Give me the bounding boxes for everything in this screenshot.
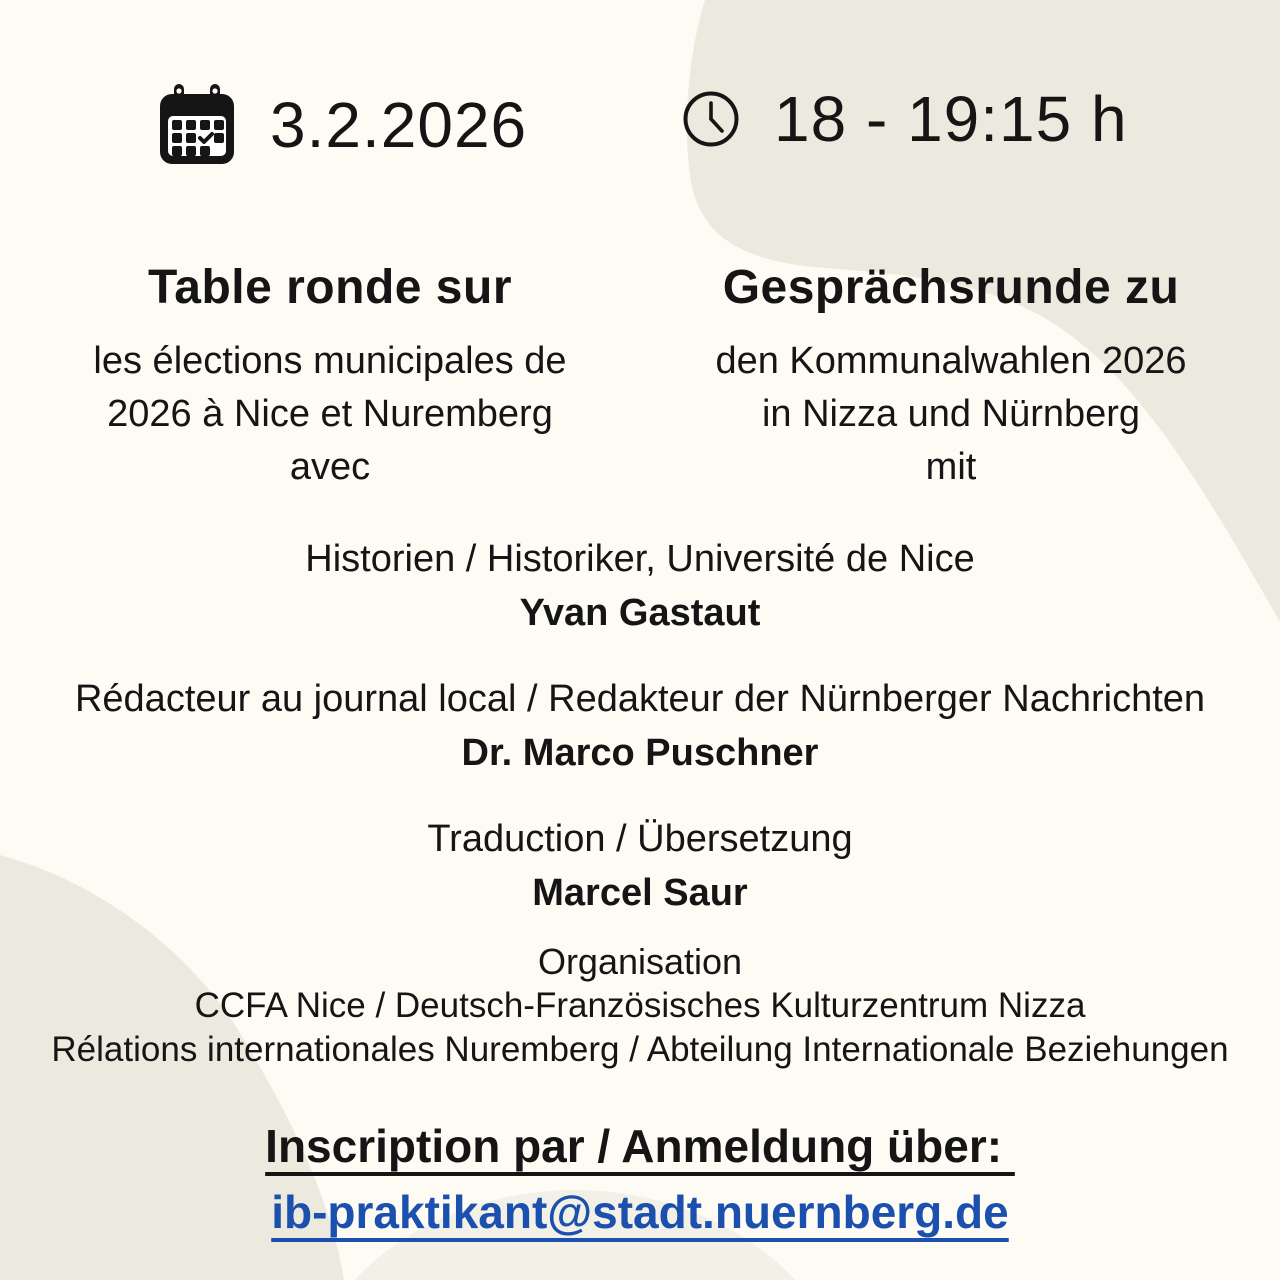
speaker-name: Yvan Gastaut: [519, 592, 761, 634]
title-french: Table ronde sur: [147, 261, 512, 314]
event-time: 18 - 19:15 h: [774, 83, 1128, 155]
column-french: [18, 260, 642, 494]
calendar-icon: [156, 82, 238, 168]
speaker-block: [0, 674, 1280, 778]
subtitle-german-line: in Nizza und Nürnberg: [761, 393, 1141, 435]
registration-label: Inscription par / Anmeldung über:: [265, 1120, 1015, 1172]
registration-block: [0, 1116, 1280, 1242]
subtitle-german-line: mit: [925, 446, 977, 488]
organisation-block: [0, 940, 1280, 1072]
clock-icon: [682, 90, 740, 148]
event-date: 3.2.2026: [270, 89, 528, 161]
event-time-group: [682, 82, 1128, 156]
speaker-name: Marcel Saur: [532, 872, 748, 914]
speaker-block: [0, 814, 1280, 918]
title-german: Gesprächsrunde zu: [722, 261, 1180, 314]
event-date-group: [156, 82, 527, 168]
speaker-role: Historien / Historiker, Université de Nice: [305, 538, 975, 580]
subtitle-french-line: 2026 à Nice et Nuremberg: [107, 393, 553, 435]
column-german: [646, 260, 1256, 494]
speaker-role: Traduction / Übersetzung: [427, 818, 853, 860]
subtitle-french-line: avec: [289, 446, 371, 488]
registration-email-link[interactable]: ib-praktikant@stadt.nuernberg.de: [271, 1186, 1009, 1238]
subtitle-french-line: les élections municipales de: [93, 340, 567, 382]
subtitle-german-line: den Kommunalwahlen 2026: [715, 340, 1187, 382]
speaker-name: Dr. Marco Puschner: [461, 732, 819, 774]
organisation-label: Organisation: [537, 941, 743, 982]
speaker-role: Rédacteur au journal local / Redakteur der Nürnberger Nachrichten: [74, 678, 1206, 720]
organisation-line: CCFA Nice / Deutsch-Französisches Kulturzentrum Nizza: [194, 986, 1086, 1025]
organisation-line: Rélations internationales Nuremberg / Abteilung Internationale Beziehungen: [51, 1030, 1229, 1069]
speaker-block: [0, 534, 1280, 638]
